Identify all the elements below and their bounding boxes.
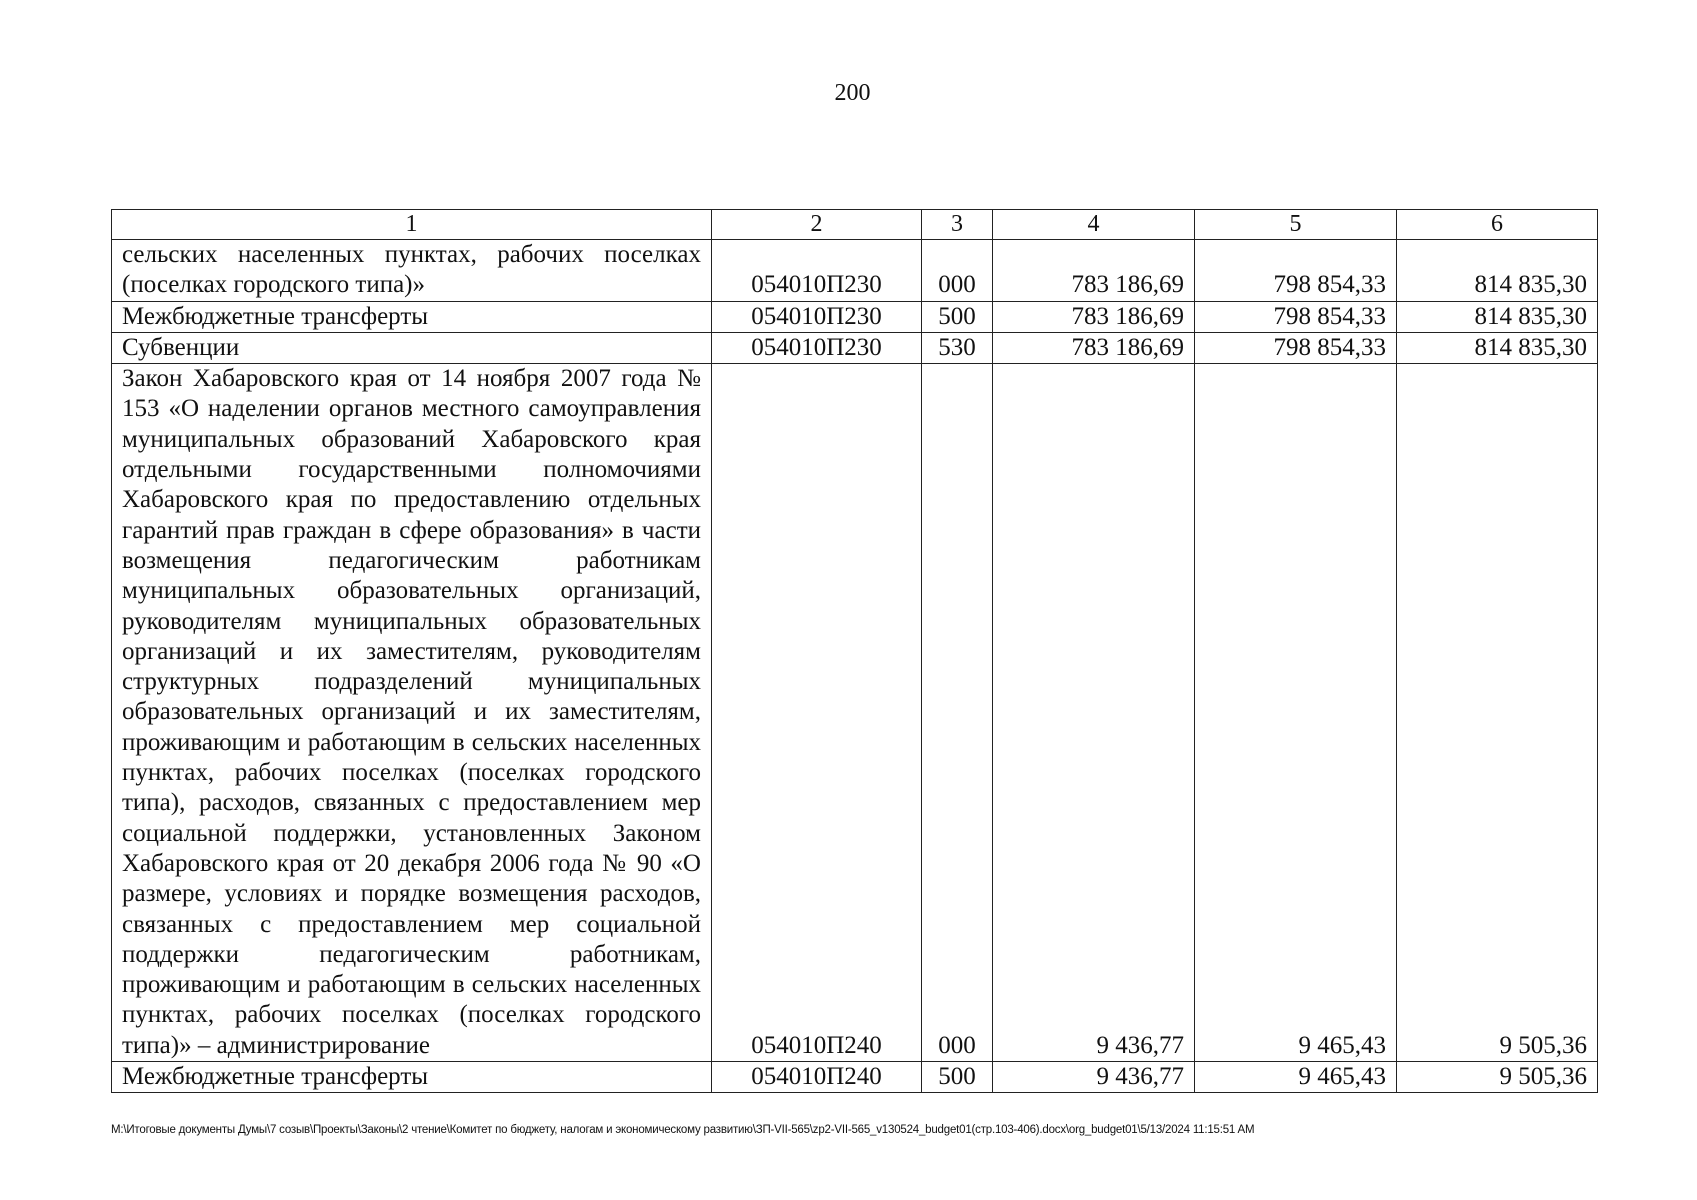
row-code: 054010П230	[712, 240, 922, 302]
row-amount-year1: 783 186,69	[993, 240, 1195, 302]
header-col-5: 5	[1195, 210, 1397, 240]
row-amount-year1: 9 436,77	[993, 364, 1195, 1062]
row-amount-year3: 814 835,30	[1397, 240, 1598, 302]
row-code: 054010П240	[712, 1062, 922, 1093]
row-amount-year1: 783 186,69	[993, 301, 1195, 332]
header-col-4: 4	[993, 210, 1195, 240]
row-amount-year2: 798 854,33	[1195, 332, 1397, 363]
row-expense-type: 500	[922, 1062, 993, 1093]
table-row	[112, 301, 1598, 332]
document-footer-path: M:\Итоговые документы Думы\7 созыв\Проекты\Законы\2 чтение\Комитет по бюджету, налогам и экономическому развитию\ЗП-VII-565\zp2-VII-565_v130524_budget01(стр.103-406).docx\org_budget01\5/13/2024 11:15:51 AM	[111, 1124, 1255, 1136]
header-col-2: 2	[712, 210, 922, 240]
row-expense-type: 000	[922, 364, 993, 1062]
table-row	[112, 332, 1598, 363]
row-amount-year2: 798 854,33	[1195, 301, 1397, 332]
row-amount-year3: 9 505,36	[1397, 1062, 1598, 1093]
row-name: Межбюджетные трансферты	[112, 1062, 712, 1093]
row-amount-year3: 9 505,36	[1397, 364, 1598, 1062]
row-name: Межбюджетные трансферты	[112, 301, 712, 332]
row-amount-year2: 798 854,33	[1195, 240, 1397, 302]
row-amount-year3: 814 835,30	[1397, 332, 1598, 363]
row-name: сельских населенных пунктах, рабочих поселках (поселках городского типа)»	[112, 240, 712, 302]
table-row	[112, 364, 1598, 1062]
row-name: Закон Хабаровского края от 14 ноября 2007 года № 153 «О наделении органов местного самоуправления муниципальных образований Хабаровского края отдельными государственными полномочиями Хабаровского края по предоставлению отдельных гарантий прав граждан в сфере образования» в части возмещения педагогическим работникам муниципальных образовательных организаций, руководителям муниципальных образовательных организаций и их заместителям, руководителям структурных подразделений муниципальных образовательных организаций и их заместителям, проживающим и работающим в сельских населенных пунктах, рабочих поселках (поселках городского типа), расходов, связанных с предоставлением мер социальной поддержки, установленных Законом Хабаровского края от 20 декабря 2006 года № 90 «О размере, условиях и порядке возмещения расходов, связанных с предоставлением мер социальной поддержки педагогическим работникам, проживающим и работающим в сельских населенных пунктах, рабочих поселках (поселках городского типа)» – администрирование	[112, 364, 712, 1062]
row-name: Субвенции	[112, 332, 712, 363]
row-expense-type: 000	[922, 240, 993, 302]
row-amount-year2: 9 465,43	[1195, 1062, 1397, 1093]
table-header-row	[112, 210, 1598, 240]
header-col-1: 1	[112, 210, 712, 240]
budget-table	[111, 209, 1598, 1093]
row-amount-year1: 9 436,77	[993, 1062, 1195, 1093]
row-code: 054010П230	[712, 332, 922, 363]
page-number: 200	[834, 80, 871, 106]
row-expense-type: 530	[922, 332, 993, 363]
row-amount-year1: 783 186,69	[993, 332, 1195, 363]
table-row	[112, 1062, 1598, 1093]
row-code: 054010П230	[712, 301, 922, 332]
row-expense-type: 500	[922, 301, 993, 332]
table-row	[112, 240, 1598, 302]
header-col-6: 6	[1397, 210, 1598, 240]
row-amount-year2: 9 465,43	[1195, 364, 1397, 1062]
header-col-3: 3	[922, 210, 993, 240]
row-amount-year3: 814 835,30	[1397, 301, 1598, 332]
row-code: 054010П240	[712, 364, 922, 1062]
